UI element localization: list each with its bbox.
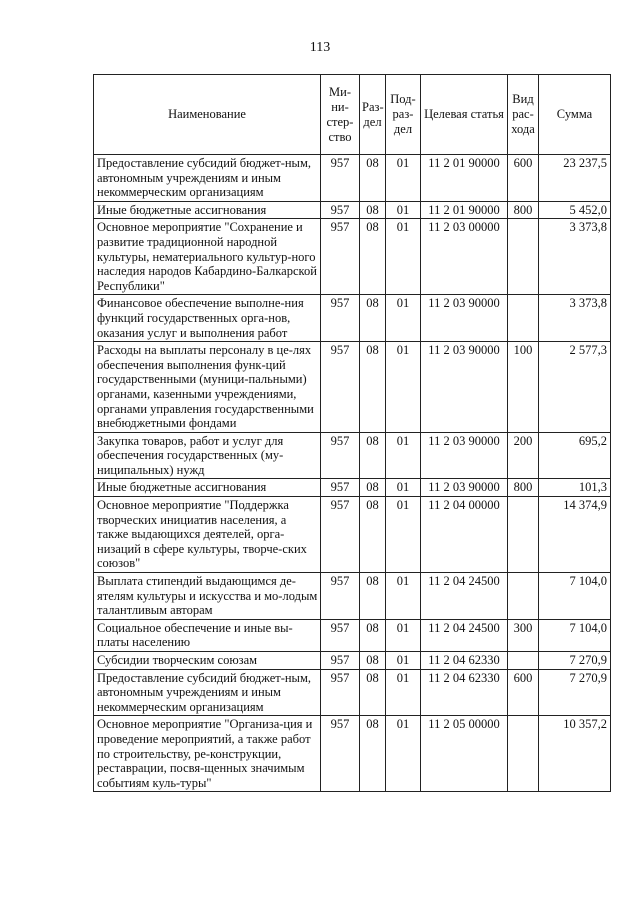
row-name: Субсидии творческим союзам — [94, 652, 321, 670]
row-name: Иные бюджетные ассигнования — [94, 479, 321, 497]
row-section: 08 — [360, 669, 386, 716]
row-amount: 14 374,9 — [539, 497, 611, 573]
table-row — [94, 619, 611, 651]
row-section: 08 — [360, 342, 386, 433]
row-name: Основное мероприятие "Организа-ция и проведение мероприятий, а также работ по строительству, ре-конструкции, реставрации, посвя-щенных значимым событиям куль-туры" — [94, 716, 321, 792]
table-row — [94, 669, 611, 716]
row-expense-type — [508, 652, 539, 670]
row-section: 08 — [360, 219, 386, 295]
row-ministry: 957 — [321, 573, 360, 620]
row-name: Финансовое обеспечение выполне-ния функций государственных орга-нов, оказания услуг и выполнения работ — [94, 295, 321, 342]
table-row — [94, 432, 611, 479]
row-amount: 7 270,9 — [539, 652, 611, 670]
row-name: Социальное обеспечение и иные вы-платы населению — [94, 619, 321, 651]
row-subsection: 01 — [386, 479, 421, 497]
row-section: 08 — [360, 497, 386, 573]
row-name: Выплата стипендий выдающимся де-ятелям культуры и искусства и мо-лодым талантливым авторам — [94, 573, 321, 620]
row-section: 08 — [360, 716, 386, 792]
row-target: 11 2 04 62330 — [421, 669, 508, 716]
row-subsection: 01 — [386, 716, 421, 792]
row-target: 11 2 04 24500 — [421, 619, 508, 651]
row-ministry: 957 — [321, 497, 360, 573]
row-expense-type: 600 — [508, 669, 539, 716]
row-target: 11 2 04 24500 — [421, 573, 508, 620]
row-name: Расходы на выплаты персоналу в це-лях обеспечения выполнения функ-ций государственными (муници-пальными) органами, казенными учреждениями, органами управления государственными внебюджетными фондами — [94, 342, 321, 433]
table-row — [94, 479, 611, 497]
row-name: Иные бюджетные ассигнования — [94, 201, 321, 219]
row-ministry: 957 — [321, 155, 360, 202]
row-name: Основное мероприятие "Поддержка творческих инициатив населения, а также выдающихся деятелей, орга-низаций в сфере культуры, творче-ских союзов" — [94, 497, 321, 573]
row-subsection: 01 — [386, 155, 421, 202]
header-subsection: Под-раз-дел — [386, 75, 421, 155]
row-amount: 2 577,3 — [539, 342, 611, 433]
row-target: 11 2 01 90000 — [421, 201, 508, 219]
row-subsection: 01 — [386, 573, 421, 620]
row-amount: 101,3 — [539, 479, 611, 497]
row-ministry: 957 — [321, 219, 360, 295]
row-name: Предоставление субсидий бюджет-ным, автономным учреждениям и иным некоммерческим организациям — [94, 669, 321, 716]
row-amount: 7 270,9 — [539, 669, 611, 716]
row-subsection: 01 — [386, 669, 421, 716]
row-section: 08 — [360, 573, 386, 620]
table-row — [94, 201, 611, 219]
row-subsection: 01 — [386, 652, 421, 670]
row-section: 08 — [360, 619, 386, 651]
row-section: 08 — [360, 652, 386, 670]
header-name: Наименование — [94, 75, 321, 155]
row-ministry: 957 — [321, 619, 360, 651]
row-subsection: 01 — [386, 219, 421, 295]
row-ministry: 957 — [321, 432, 360, 479]
row-ministry: 957 — [321, 669, 360, 716]
table-header-row — [94, 75, 611, 155]
header-amount: Сумма — [539, 75, 611, 155]
table-row — [94, 716, 611, 792]
row-expense-type: 200 — [508, 432, 539, 479]
row-name: Основное мероприятие "Сохранение и развитие традиционной народной культуры, нематериального культур-ного наследия народов Кабардино-Балкарской Республики" — [94, 219, 321, 295]
row-ministry: 957 — [321, 295, 360, 342]
row-ministry: 957 — [321, 652, 360, 670]
row-subsection: 01 — [386, 295, 421, 342]
row-expense-type — [508, 295, 539, 342]
table-row — [94, 295, 611, 342]
header-section: Раз-дел — [360, 75, 386, 155]
header-expense-type: Вид рас-хода — [508, 75, 539, 155]
row-amount: 10 357,2 — [539, 716, 611, 792]
row-target: 11 2 01 90000 — [421, 155, 508, 202]
row-expense-type — [508, 219, 539, 295]
row-amount: 3 373,8 — [539, 219, 611, 295]
row-section: 08 — [360, 432, 386, 479]
row-target: 11 2 03 90000 — [421, 295, 508, 342]
budget-table — [93, 74, 611, 792]
row-target: 11 2 03 90000 — [421, 432, 508, 479]
row-section: 08 — [360, 479, 386, 497]
table-row — [94, 155, 611, 202]
row-subsection: 01 — [386, 432, 421, 479]
row-target: 11 2 03 90000 — [421, 479, 508, 497]
row-name: Закупка товаров, работ и услуг для обеспечения государственных (му-ниципальных) нужд — [94, 432, 321, 479]
header-target: Целевая статья — [421, 75, 508, 155]
row-subsection: 01 — [386, 201, 421, 219]
table-row — [94, 652, 611, 670]
row-target: 11 2 03 90000 — [421, 342, 508, 433]
table-row — [94, 497, 611, 573]
row-amount: 5 452,0 — [539, 201, 611, 219]
table-row — [94, 573, 611, 620]
row-amount: 3 373,8 — [539, 295, 611, 342]
row-target: 11 2 03 00000 — [421, 219, 508, 295]
row-section: 08 — [360, 201, 386, 219]
row-amount: 7 104,0 — [539, 573, 611, 620]
table-row — [94, 219, 611, 295]
row-ministry: 957 — [321, 479, 360, 497]
row-expense-type — [508, 716, 539, 792]
table-row — [94, 342, 611, 433]
row-amount: 23 237,5 — [539, 155, 611, 202]
row-target: 11 2 04 62330 — [421, 652, 508, 670]
page-number: 113 — [309, 40, 331, 55]
row-amount: 7 104,0 — [539, 619, 611, 651]
row-expense-type: 800 — [508, 201, 539, 219]
row-subsection: 01 — [386, 342, 421, 433]
row-ministry: 957 — [321, 716, 360, 792]
row-expense-type — [508, 573, 539, 620]
row-section: 08 — [360, 295, 386, 342]
row-name: Предоставление субсидий бюджет-ным, автономным учреждениям и иным некоммерческим организациям — [94, 155, 321, 202]
row-subsection: 01 — [386, 497, 421, 573]
row-expense-type: 600 — [508, 155, 539, 202]
row-ministry: 957 — [321, 201, 360, 219]
row-ministry: 957 — [321, 342, 360, 433]
row-section: 08 — [360, 155, 386, 202]
row-target: 11 2 05 00000 — [421, 716, 508, 792]
row-subsection: 01 — [386, 619, 421, 651]
row-target: 11 2 04 00000 — [421, 497, 508, 573]
row-expense-type: 300 — [508, 619, 539, 651]
row-expense-type: 100 — [508, 342, 539, 433]
header-ministry: Ми-ни-стер-ство — [321, 75, 360, 155]
row-expense-type: 800 — [508, 479, 539, 497]
row-amount: 695,2 — [539, 432, 611, 479]
row-expense-type — [508, 497, 539, 573]
